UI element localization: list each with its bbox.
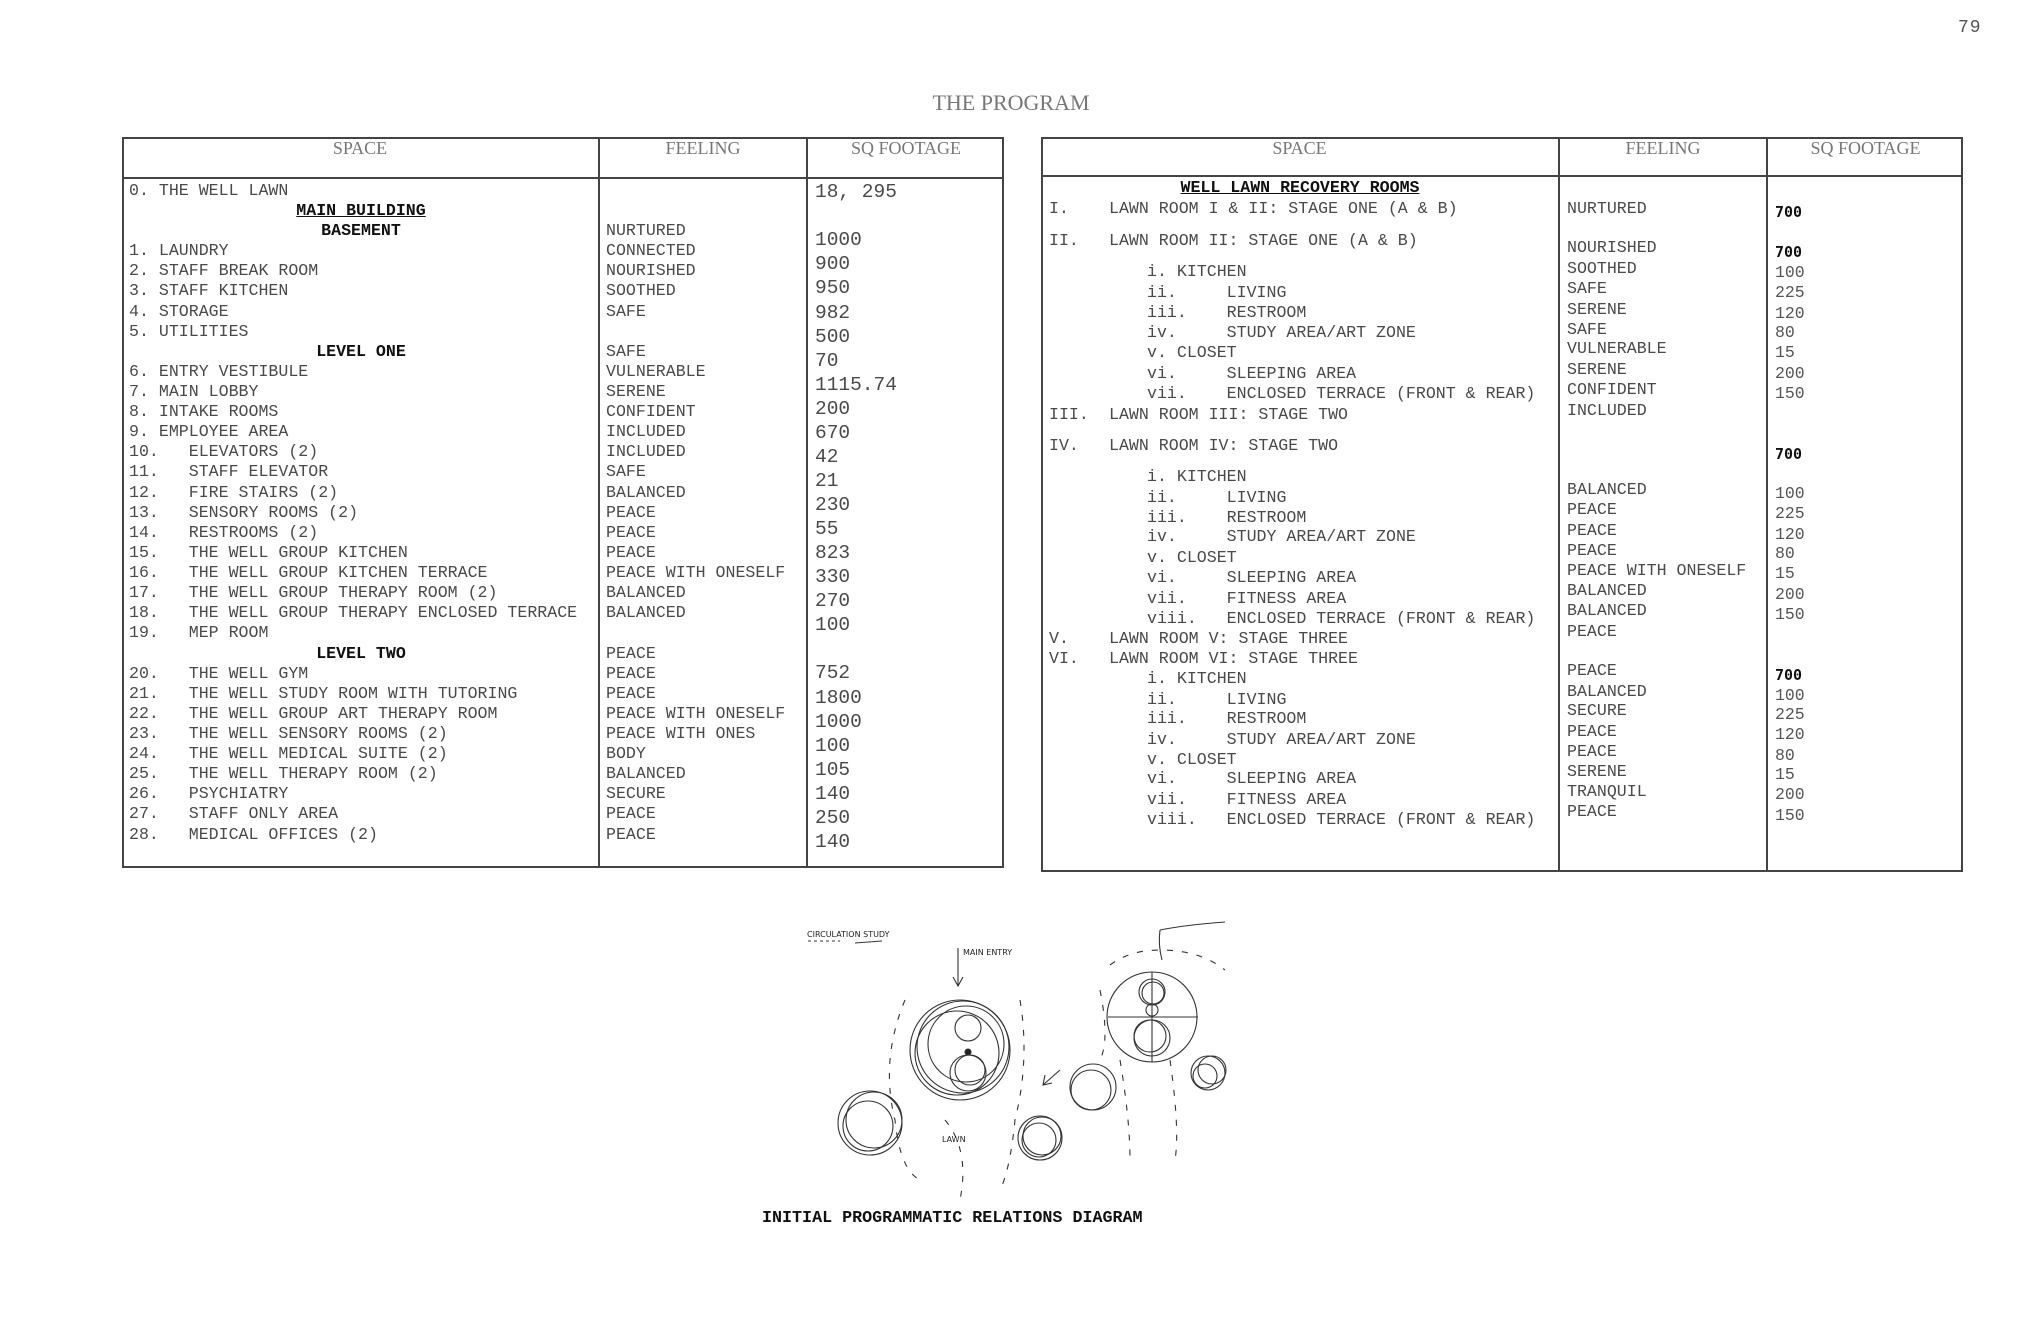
feeling-value: PEACE bbox=[606, 683, 656, 703]
feeling-value: PEACE WITH ONESELF bbox=[1567, 561, 1747, 581]
sub-space-item: viii. ENCLOSED TERRACE (FRONT & REAR) bbox=[1147, 809, 1536, 829]
sqft-value: 500 bbox=[815, 325, 851, 348]
sub-space-item: iv. STUDY AREA/ART ZONE bbox=[1147, 527, 1416, 547]
sqft-value: 1000 bbox=[815, 229, 862, 252]
feeling-value: INCLUDED bbox=[1567, 400, 1647, 420]
space-item: 17. THE WELL GROUP THERAPY ROOM (2) bbox=[129, 583, 498, 603]
feeling-value: INCLUDED bbox=[606, 422, 686, 442]
header-sqft: SQ FOOTAGE bbox=[1810, 138, 1921, 158]
sqft-value: 200 bbox=[1775, 585, 1805, 604]
room-item: LAWN ROOM V: STAGE THREE bbox=[1109, 629, 1348, 649]
sqft-value: 80 bbox=[1775, 323, 1795, 343]
sub-space-item: iii. RESTROOM bbox=[1147, 507, 1307, 527]
sqft-value: 1000 bbox=[815, 710, 862, 733]
sub-space-item: iii. RESTROOM bbox=[1147, 709, 1307, 729]
sqft-value: 330 bbox=[815, 566, 851, 589]
sub-space-item: ii. LIVING bbox=[1147, 689, 1287, 709]
feeling-value: PEACE bbox=[1567, 802, 1617, 822]
feeling-value: CONNECTED bbox=[606, 241, 696, 261]
feeling-value: BALANCED bbox=[1567, 581, 1647, 601]
sqft-value: 42 bbox=[815, 445, 839, 468]
room-item: LAWN ROOM II: STAGE ONE (A & B) bbox=[1109, 230, 1418, 250]
sqft-value: 55 bbox=[815, 518, 839, 541]
sqft-value: 823 bbox=[815, 542, 851, 565]
room-number: VI. bbox=[1049, 649, 1079, 669]
sub-space-item: i. KITCHEN bbox=[1147, 262, 1247, 281]
sqft-value: 225 bbox=[1775, 503, 1805, 523]
section-heading: LEVEL ONE bbox=[316, 341, 406, 361]
space-item: 18. THE WELL GROUP THERAPY ENCLOSED TERRACE bbox=[129, 603, 578, 623]
sqft-value: 21 bbox=[815, 469, 839, 492]
space-item: 14. RESTROOMS (2) bbox=[129, 522, 319, 542]
feeling-value: NURTURED bbox=[1567, 199, 1647, 219]
feeling-value: VULNERABLE bbox=[606, 361, 706, 381]
sub-space-item: v. CLOSET bbox=[1147, 343, 1237, 363]
sqft-value: 200 bbox=[1775, 785, 1805, 805]
room-item: LAWN ROOM VI: STAGE THREE bbox=[1109, 649, 1358, 669]
space-item: 12. FIRE STAIRS (2) bbox=[129, 482, 339, 502]
sqft-value: 1800 bbox=[815, 686, 862, 709]
sub-space-item: iv. STUDY AREA/ART ZONE bbox=[1147, 323, 1416, 343]
space-item: 15. THE WELL GROUP KITCHEN bbox=[129, 542, 408, 562]
upper-right-bubble bbox=[1107, 972, 1198, 1062]
sqft-value: 982 bbox=[815, 301, 851, 324]
right-bubble bbox=[1070, 1064, 1116, 1110]
feeling-value: PEACE bbox=[1567, 500, 1617, 519]
sub-space-item: v. CLOSET bbox=[1147, 749, 1237, 769]
space-item: 20. THE WELL GYM bbox=[129, 663, 309, 683]
sqft-value: 15 bbox=[1775, 564, 1795, 584]
sqft-value: 140 bbox=[815, 782, 851, 805]
sqft-value: 100 bbox=[815, 734, 851, 757]
page-number: 79 bbox=[1958, 18, 1982, 38]
feeling-value: VULNERABLE bbox=[1567, 339, 1667, 359]
sketch-label-main-entry: MAIN ENTRY bbox=[963, 948, 1013, 957]
space-item: 9. EMPLOYEE AREA bbox=[129, 422, 289, 442]
space-item: 27. STAFF ONLY AREA bbox=[129, 804, 339, 824]
space-item: 21. THE WELL STUDY ROOM WITH TUTORING bbox=[129, 683, 518, 703]
space-item: 5. UTILITIES bbox=[129, 321, 249, 341]
room-number: III. bbox=[1049, 404, 1089, 424]
sqft-value: 700 bbox=[1775, 202, 1803, 221]
feeling-value: PEACE WITH ONESELF bbox=[606, 563, 786, 583]
space-item: 24. THE WELL MEDICAL SUITE (2) bbox=[129, 744, 448, 764]
header-feeling: FEELING bbox=[1625, 138, 1701, 158]
sqft-value: 270 bbox=[815, 590, 851, 613]
space-item: 23. THE WELL SENSORY ROOMS (2) bbox=[129, 723, 448, 743]
sqft-value: 100 bbox=[1775, 263, 1805, 283]
page-title: THE PROGRAM bbox=[932, 90, 1090, 115]
sub-space-item: viii. ENCLOSED TERRACE (FRONT & REAR) bbox=[1147, 608, 1536, 628]
feeling-value: PEACE bbox=[1567, 722, 1617, 742]
sqft-value: 120 bbox=[1775, 303, 1805, 323]
space-item: 2. STAFF BREAK ROOM bbox=[129, 261, 319, 281]
section-heading: BASEMENT bbox=[321, 221, 401, 241]
feeling-value: SOOTHED bbox=[606, 281, 676, 301]
room-number: I. bbox=[1049, 199, 1069, 219]
circulation-paths bbox=[889, 950, 1225, 1200]
sqft-value: 200 bbox=[1775, 364, 1805, 383]
header-feeling: FEELING bbox=[665, 138, 741, 158]
room-number: V. bbox=[1049, 629, 1069, 649]
sqft-value: 250 bbox=[815, 806, 851, 829]
feeling-value: PEACE bbox=[606, 502, 656, 522]
sqft-value: 150 bbox=[1775, 604, 1805, 624]
room-item: LAWN ROOM I & II: STAGE ONE (A & B) bbox=[1109, 199, 1458, 219]
feeling-value: INCLUDED bbox=[606, 442, 686, 462]
sub-space-item: i. KITCHEN bbox=[1147, 668, 1247, 688]
feeling-value: SERENE bbox=[1567, 761, 1627, 781]
sqft-value: 1115.74 bbox=[815, 373, 897, 396]
sqft-value: 100 bbox=[815, 614, 851, 637]
sqft-value: 700 bbox=[1775, 665, 1803, 684]
feeling-value: SAFE bbox=[606, 462, 646, 482]
feeling-value: TRANQUIL bbox=[1567, 782, 1647, 802]
sqft-value: 670 bbox=[815, 421, 851, 444]
diagram-caption: INITIAL PROGRAMMATIC RELATIONS DIAGRAM bbox=[762, 1209, 1143, 1228]
space-item: 13. SENSORY ROOMS (2) bbox=[129, 502, 359, 522]
sqft-value: 140 bbox=[815, 830, 851, 853]
sqft-value: 900 bbox=[815, 253, 851, 276]
feeling-value: CONFIDENT bbox=[606, 402, 696, 422]
sub-space-item: vi. SLEEPING AREA bbox=[1147, 364, 1357, 383]
sub-space-item: vii. FITNESS AREA bbox=[1147, 790, 1347, 810]
feeling-value: BALANCED bbox=[1567, 480, 1647, 500]
sqft-value: 225 bbox=[1775, 705, 1805, 725]
sqft-value: 200 bbox=[815, 397, 851, 420]
feeling-value: SAFE bbox=[1567, 279, 1607, 298]
sub-space-item: vii. ENCLOSED TERRACE (FRONT & REAR) bbox=[1147, 383, 1536, 403]
feeling-value: PEACE WITH ONESELF bbox=[606, 703, 786, 723]
feeling-value: PEACE bbox=[606, 804, 656, 824]
feeling-value: PEACE bbox=[1567, 540, 1617, 560]
sqft-value: 15 bbox=[1775, 343, 1795, 363]
feeling-value: PEACE bbox=[606, 663, 656, 683]
space-item: 1. LAUNDRY bbox=[129, 241, 229, 261]
feeling-value: NOURISHED bbox=[606, 261, 696, 281]
feeling-value: PEACE bbox=[1567, 741, 1617, 761]
sub-space-item: v. CLOSET bbox=[1147, 548, 1237, 568]
sub-space-item: ii. LIVING bbox=[1147, 282, 1287, 302]
sqft-value: 100 bbox=[1775, 484, 1805, 504]
sqft-value: 150 bbox=[1775, 383, 1805, 403]
room-item: LAWN ROOM III: STAGE TWO bbox=[1109, 404, 1348, 424]
sqft-value: 120 bbox=[1775, 524, 1805, 544]
feeling-value: SAFE bbox=[606, 301, 646, 321]
sqft-value: 105 bbox=[815, 758, 851, 781]
space-item: 16. THE WELL GROUP KITCHEN TERRACE bbox=[129, 563, 488, 583]
sqft-value: 80 bbox=[1775, 745, 1795, 765]
space-item: 4. STORAGE bbox=[129, 301, 229, 321]
feeling-value: PEACE bbox=[1567, 660, 1617, 680]
feeling-value: SOOTHED bbox=[1567, 259, 1637, 279]
main-entry-arrow bbox=[953, 948, 963, 986]
space-item: 28. MEDICAL OFFICES (2) bbox=[129, 824, 378, 844]
sub-space-item: vi. SLEEPING AREA bbox=[1147, 568, 1357, 587]
feeling-value: PEACE bbox=[1567, 621, 1617, 641]
space-item: 8. INTAKE ROOMS bbox=[129, 402, 279, 422]
sqft-value: 100 bbox=[1775, 685, 1805, 705]
header-sqft: SQ FOOTAGE bbox=[850, 138, 962, 158]
feeling-value: NURTURED bbox=[606, 221, 686, 241]
sub-space-item: vii. FITNESS AREA bbox=[1147, 588, 1347, 608]
feeling-value: NOURISHED bbox=[1567, 238, 1657, 258]
feeling-value: BALANCED bbox=[606, 482, 686, 502]
section-heading: LEVEL TWO bbox=[316, 643, 406, 663]
feeling-value: SERENE bbox=[1567, 360, 1627, 380]
space-item: 25. THE WELL THERAPY ROOM (2) bbox=[129, 764, 438, 784]
feeling-value: BALANCED bbox=[606, 583, 686, 603]
sqft-value: 700 bbox=[1775, 444, 1803, 463]
sub-space-item: ii. LIVING bbox=[1147, 488, 1287, 508]
space-item: 7. MAIN LOBBY bbox=[129, 382, 259, 402]
sub-space-item: iii. RESTROOM bbox=[1147, 302, 1307, 322]
section-heading: MAIN BUILDING bbox=[296, 201, 426, 221]
sub-space-item: i. KITCHEN bbox=[1147, 467, 1247, 487]
space-item: 26. PSYCHIATRY bbox=[129, 784, 289, 804]
sub-space-item: vi. SLEEPING AREA bbox=[1147, 769, 1357, 789]
sqft-value: 700 bbox=[1775, 243, 1803, 262]
room-number: II. bbox=[1049, 230, 1079, 250]
feeling-value: SERENE bbox=[1567, 299, 1627, 319]
sqft-value: 752 bbox=[815, 662, 851, 685]
sqft-value: 150 bbox=[1775, 806, 1805, 825]
room-number: IV. bbox=[1049, 435, 1079, 455]
feeling-value: SAFE bbox=[606, 341, 646, 361]
header-space: SPACE bbox=[1272, 138, 1327, 158]
space-item: 19. MEP ROOM bbox=[129, 623, 269, 643]
header-space: SPACE bbox=[332, 138, 388, 158]
feeling-value: BALANCED bbox=[1567, 681, 1647, 701]
feeling-value: CONFIDENT bbox=[1567, 379, 1657, 399]
feeling-value: BALANCED bbox=[1567, 600, 1647, 620]
feeling-value: PEACE bbox=[606, 643, 656, 663]
feeling-value: PEACE bbox=[1567, 520, 1617, 540]
feeling-value: PEACE WITH ONES bbox=[606, 723, 756, 743]
space-item: 0. THE WELL LAWN bbox=[129, 180, 289, 200]
far-right-bubble bbox=[1191, 1056, 1226, 1090]
space-item: 3. STAFF KITCHEN bbox=[129, 281, 289, 301]
sqft-value: 225 bbox=[1775, 282, 1805, 302]
space-item: 10. ELEVATORS (2) bbox=[129, 442, 319, 462]
left-bubble bbox=[838, 1091, 902, 1155]
feeling-value: PEACE bbox=[606, 542, 656, 562]
feeling-value: SECURE bbox=[606, 784, 666, 804]
center-bubble bbox=[1018, 1116, 1062, 1160]
sqft-value: 18, 295 bbox=[815, 181, 897, 204]
feeling-value: SAFE bbox=[1567, 319, 1607, 339]
sub-space-item: iv. STUDY AREA/ART ZONE bbox=[1147, 730, 1416, 750]
feeling-value: PEACE bbox=[606, 824, 656, 844]
feeling-value: BODY bbox=[606, 744, 646, 764]
section-heading: WELL LAWN RECOVERY ROOMS bbox=[1180, 178, 1420, 197]
feeling-value: PEACE bbox=[606, 522, 656, 542]
room-item: LAWN ROOM IV: STAGE TWO bbox=[1109, 435, 1339, 455]
sqft-value: 950 bbox=[815, 277, 851, 300]
feeling-value: BALANCED bbox=[606, 764, 686, 784]
sqft-value: 70 bbox=[815, 349, 839, 372]
feeling-value: BALANCED bbox=[606, 603, 686, 623]
sketch-label-circulation: CIRCULATION STUDY bbox=[807, 930, 890, 939]
main-building-bubble bbox=[910, 1000, 1010, 1100]
sqft-value: 15 bbox=[1775, 765, 1795, 785]
sketch-label-lawn: LAWN bbox=[942, 1135, 966, 1144]
space-item: 6. ENTRY VESTIBULE bbox=[129, 361, 309, 381]
feeling-value: SECURE bbox=[1567, 701, 1627, 721]
sqft-value: 230 bbox=[815, 494, 851, 517]
space-item: 11. STAFF ELEVATOR bbox=[129, 462, 329, 482]
sqft-value: 120 bbox=[1775, 724, 1805, 744]
circulation-arrow bbox=[1043, 1070, 1060, 1085]
space-item: 22. THE WELL GROUP ART THERAPY ROOM bbox=[129, 703, 498, 723]
sqft-value: 80 bbox=[1775, 544, 1795, 564]
feeling-value: SERENE bbox=[606, 382, 666, 402]
